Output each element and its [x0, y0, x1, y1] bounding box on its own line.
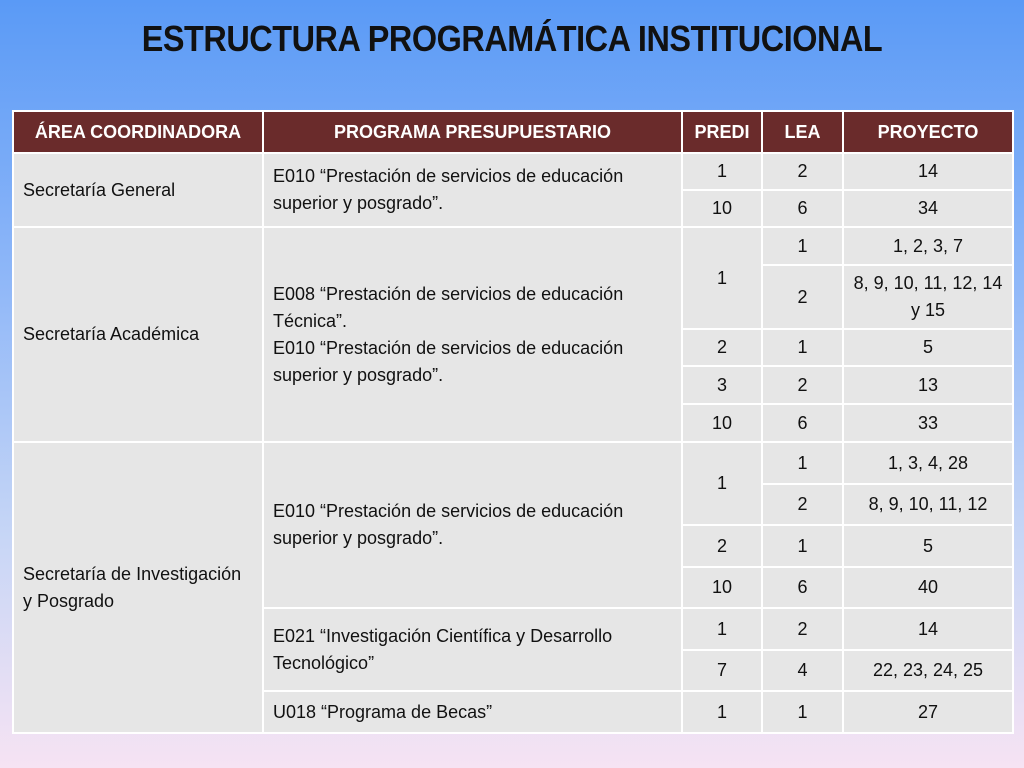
proyecto-cell: 27 — [843, 691, 1013, 733]
predi-cell: 10 — [682, 190, 762, 227]
header-predi: PREDI — [682, 111, 762, 153]
predi-cell: 2 — [682, 525, 762, 567]
programa-cell: E010 “Prestación de servicios de educación superior y posgrado”. — [263, 442, 682, 608]
area-cell: Secretaría General — [13, 153, 263, 227]
predi-cell: 7 — [682, 650, 762, 691]
lea-cell: 6 — [762, 190, 843, 227]
table-row — [13, 153, 1013, 190]
header-proyecto: PROYECTO — [843, 111, 1013, 153]
programa-line: E010 “Prestación de servicios de educación superior y posgrado”. — [273, 337, 624, 385]
lea-cell: 1 — [762, 691, 843, 733]
lea-cell: 2 — [762, 484, 843, 525]
predi-cell: 1 — [682, 227, 762, 329]
area-cell: Secretaría Académica — [13, 227, 263, 442]
proyecto-cell: 1, 2, 3, 7 — [843, 227, 1013, 265]
proyecto-cell: 13 — [843, 366, 1013, 404]
proyecto-cell: 5 — [843, 329, 1013, 366]
predi-cell: 1 — [682, 153, 762, 190]
lea-cell: 6 — [762, 404, 843, 442]
proyecto-cell: 22, 23, 24, 25 — [843, 650, 1013, 691]
proyecto-cell: 40 — [843, 567, 1013, 608]
programa-cell: E010 “Prestación de servicios de educación superior y posgrado”. — [263, 153, 682, 227]
header-programa: PROGRAMA PRESUPUESTARIO — [263, 111, 682, 153]
area-cell: Secretaría de Investigación y Posgrado — [13, 442, 263, 733]
lea-cell: 1 — [762, 525, 843, 567]
proyecto-cell: 1, 3, 4, 28 — [843, 442, 1013, 484]
lea-cell: 2 — [762, 265, 843, 329]
predi-cell: 1 — [682, 442, 762, 525]
programa-cell — [263, 227, 682, 442]
lea-cell: 2 — [762, 366, 843, 404]
predi-cell: 1 — [682, 691, 762, 733]
proyecto-cell: 8, 9, 10, 11, 12 — [843, 484, 1013, 525]
lea-cell: 2 — [762, 153, 843, 190]
lea-cell: 1 — [762, 227, 843, 265]
lea-cell: 4 — [762, 650, 843, 691]
programa-cell: U018 “Programa de Becas” — [263, 691, 682, 733]
proyecto-cell: 5 — [843, 525, 1013, 567]
predi-cell: 3 — [682, 366, 762, 404]
programa-line: E008 “Prestación de servicios de educación Técnica”. — [273, 283, 624, 331]
proyecto-cell: 8, 9, 10, 11, 12, 14 y 15 — [843, 265, 1013, 329]
lea-cell: 1 — [762, 329, 843, 366]
header-area: ÁREA COORDINADORA — [13, 111, 263, 153]
table-row — [13, 227, 1013, 265]
proyecto-cell: 33 — [843, 404, 1013, 442]
header-lea: LEA — [762, 111, 843, 153]
page-title: ESTRUCTURA PROGRAMÁTICA INSTITUCIONAL — [141, 18, 883, 59]
predi-cell: 10 — [682, 567, 762, 608]
lea-cell: 6 — [762, 567, 843, 608]
header-row — [13, 111, 1013, 153]
predi-cell: 1 — [682, 608, 762, 650]
table-row — [13, 442, 1013, 484]
program-structure-table — [12, 110, 1014, 734]
programa-cell: E021 “Investigación Científica y Desarrollo Tecnológico” — [263, 608, 682, 691]
predi-cell: 10 — [682, 404, 762, 442]
predi-cell: 2 — [682, 329, 762, 366]
proyecto-cell: 14 — [843, 153, 1013, 190]
lea-cell: 1 — [762, 442, 843, 484]
proyecto-cell: 14 — [843, 608, 1013, 650]
proyecto-cell: 34 — [843, 190, 1013, 227]
lea-cell: 2 — [762, 608, 843, 650]
